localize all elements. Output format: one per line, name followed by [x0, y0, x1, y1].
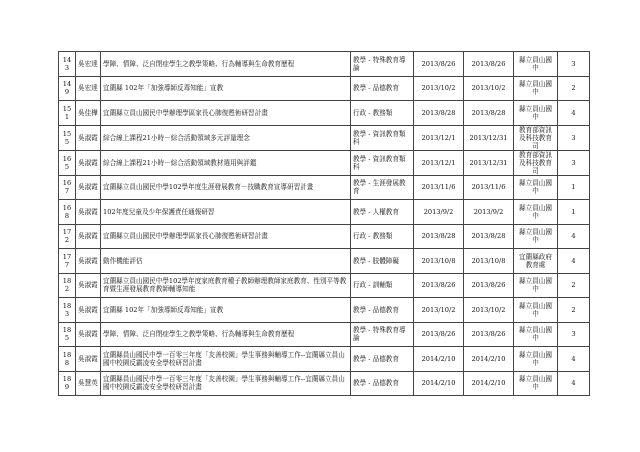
table-row — [59, 347, 590, 372]
organizer: 縣立員山國中 — [514, 76, 558, 101]
hours: 4 — [558, 371, 590, 396]
course-title: 學障、情障、泛自閉症學生之教學策略、行為輔導與生命教育歷程 — [101, 52, 351, 77]
hours: 2 — [558, 298, 590, 323]
table-row — [59, 298, 590, 323]
hours: 4 — [558, 101, 590, 126]
table-row — [59, 76, 590, 101]
teacher-name: 吳淑霞 — [76, 150, 101, 175]
table-row — [59, 273, 590, 298]
end-date: 2013/10/2 — [464, 298, 514, 323]
record-number: 185 — [59, 322, 76, 347]
organizer: 縣立員山國中 — [514, 101, 558, 126]
record-number: 165 — [59, 150, 76, 175]
course-category: 教學 - 品德教育 — [351, 371, 414, 396]
course-title: 學障、情障、泛自閉症學生之教學策略、行為輔導與生命教育歷程 — [101, 322, 351, 347]
hours: 4 — [558, 224, 590, 249]
course-title: 宜蘭縣立員山國民中學102學年度生涯發展教育－技職教育宣導研習計畫 — [101, 175, 351, 200]
organizer: 宜蘭縣政府教育處 — [514, 249, 558, 274]
hours: 1 — [558, 200, 590, 225]
teacher-name: 吳淑霞 — [76, 347, 101, 372]
teacher-name: 吳宏達 — [76, 76, 101, 101]
hours: 3 — [558, 150, 590, 175]
course-title: 宜蘭縣立員山國民中學辦理學區家長心肺復甦術研習計畫 — [101, 224, 351, 249]
table-row — [59, 249, 590, 274]
course-category: 教學 - 肢體障礙 — [351, 249, 414, 274]
course-title: 宜蘭縣員山國民中學一百零三年度「友善校園」學生事務與輔導工作--宜蘭縣立員山國中校園反霸凌安全學校研習計畫 — [101, 371, 351, 396]
start-date: 2013/8/28 — [414, 101, 464, 126]
teacher-name: 吳淑霞 — [76, 200, 101, 225]
hours: 4 — [558, 347, 590, 372]
organizer: 縣立員山國中 — [514, 52, 558, 77]
end-date: 2013/12/31 — [464, 150, 514, 175]
organizer: 教育部資訊及科技教育司 — [514, 150, 558, 175]
record-number: 155 — [59, 125, 76, 150]
end-date: 2013/8/28 — [464, 101, 514, 126]
teacher-name: 吳淑霞 — [76, 273, 101, 298]
table-row — [59, 150, 590, 175]
end-date: 2013/8/28 — [464, 224, 514, 249]
hours: 1 — [558, 175, 590, 200]
table-body — [59, 52, 590, 396]
table-row — [59, 322, 590, 347]
course-category: 教學 - 特殊教育導論 — [351, 52, 414, 77]
record-number: 189 — [59, 371, 76, 396]
training-record-sheet — [58, 51, 589, 396]
end-date: 2014/2/10 — [464, 347, 514, 372]
record-number: 182 — [59, 273, 76, 298]
teacher-name: 吳淑霞 — [76, 322, 101, 347]
start-date: 2013/12/1 — [414, 125, 464, 150]
record-number: 177 — [59, 249, 76, 274]
start-date: 2013/8/26 — [414, 273, 464, 298]
teacher-name: 吳佳樺 — [76, 101, 101, 126]
organizer: 縣立員山國中 — [514, 298, 558, 323]
end-date: 2013/11/6 — [464, 175, 514, 200]
teacher-name: 吳淑霞 — [76, 175, 101, 200]
start-date: 2013/8/26 — [414, 52, 464, 77]
record-number: 172 — [59, 224, 76, 249]
table-row — [59, 52, 590, 77]
record-number: 183 — [59, 298, 76, 323]
course-title: 動作機能評估 — [101, 249, 351, 274]
course-category: 教學 - 品德教育 — [351, 76, 414, 101]
teacher-name: 吳淑霞 — [76, 249, 101, 274]
organizer: 縣立員山國中 — [514, 175, 558, 200]
start-date: 2013/9/2 — [414, 200, 464, 225]
organizer: 縣立員山國中 — [514, 273, 558, 298]
organizer: 縣立員山國中 — [514, 347, 558, 372]
start-date: 2014/2/10 — [414, 347, 464, 372]
end-date: 2013/10/2 — [464, 76, 514, 101]
hours: 3 — [558, 52, 590, 77]
start-date: 2013/8/28 — [414, 224, 464, 249]
course-title: 綜合線上課程21小時－綜合活動領域多元評量理念 — [101, 125, 351, 150]
end-date: 2013/8/26 — [464, 322, 514, 347]
start-date: 2013/12/1 — [414, 150, 464, 175]
course-title: 宜蘭縣立員山國民中學102學年度家庭教育種子教師辦理教師家庭教育、性別平等教育暨生涯發展教育教師輔導知能 — [101, 273, 351, 298]
record-number: 143 — [59, 52, 76, 77]
end-date: 2013/12/31 — [464, 125, 514, 150]
record-number: 167 — [59, 175, 76, 200]
record-number: 151 — [59, 101, 76, 126]
course-category: 教學 - 生涯發展教育 — [351, 175, 414, 200]
course-category: 教學 - 資訊教育類科 — [351, 150, 414, 175]
hours: 4 — [558, 249, 590, 274]
course-category: 教學 - 特殊教育導論 — [351, 322, 414, 347]
course-title: 102年度兒童及少年保護責任通報研習 — [101, 200, 351, 225]
record-number: 168 — [59, 200, 76, 225]
teacher-name: 吳淑霞 — [76, 224, 101, 249]
start-date: 2013/10/2 — [414, 298, 464, 323]
organizer: 縣立員山國中 — [514, 200, 558, 225]
hours: 3 — [558, 322, 590, 347]
end-date: 2013/9/2 — [464, 200, 514, 225]
course-title: 綜合線上課程21小時－綜合活動領域教材選用與評鑑 — [101, 150, 351, 175]
end-date: 2013/10/8 — [464, 249, 514, 274]
end-date: 2013/8/26 — [464, 273, 514, 298]
organizer: 縣立員山國中 — [514, 224, 558, 249]
start-date: 2013/11/6 — [414, 175, 464, 200]
end-date: 2013/8/26 — [464, 52, 514, 77]
hours: 2 — [558, 76, 590, 101]
teacher-name: 吳慧英 — [76, 371, 101, 396]
course-title: 宜蘭縣 102年「加強導師反毒知能」宣教 — [101, 298, 351, 323]
organizer: 教育部資訊及科技教育司 — [514, 125, 558, 150]
course-category: 教學 - 人權教育 — [351, 200, 414, 225]
course-category: 教學 - 品德教育 — [351, 347, 414, 372]
course-category: 行政 - 訓輔類 — [351, 273, 414, 298]
teacher-name: 吳淑霞 — [76, 125, 101, 150]
table-row — [59, 101, 590, 126]
table-row — [59, 371, 590, 396]
start-date: 2014/2/10 — [414, 371, 464, 396]
table-row — [59, 175, 590, 200]
table-row — [59, 125, 590, 150]
start-date: 2013/10/2 — [414, 76, 464, 101]
training-record-table — [58, 51, 590, 396]
course-category: 教學 - 品德教育 — [351, 298, 414, 323]
course-title: 宜蘭縣 102年「加強導師反毒知能」宣教 — [101, 76, 351, 101]
end-date: 2014/2/10 — [464, 371, 514, 396]
table-row — [59, 200, 590, 225]
hours: 2 — [558, 273, 590, 298]
course-category: 行政 - 教務類 — [351, 224, 414, 249]
start-date: 2013/10/8 — [414, 249, 464, 274]
teacher-name: 吳宏達 — [76, 52, 101, 77]
teacher-name: 吳淑霞 — [76, 298, 101, 323]
course-title: 宜蘭縣員山國民中學一百零三年度「友善校園」學生事務與輔導工作--宜蘭縣立員山國中校園反霸凌安全學校研習計畫 — [101, 347, 351, 372]
hours: 3 — [558, 125, 590, 150]
course-category: 行政 - 教務類 — [351, 101, 414, 126]
record-number: 188 — [59, 347, 76, 372]
organizer: 縣立員山國中 — [514, 371, 558, 396]
course-title: 宜蘭縣立員山國民中學辦理學區家長心肺復甦術研習計畫 — [101, 101, 351, 126]
organizer: 縣立員山國中 — [514, 322, 558, 347]
record-number: 149 — [59, 76, 76, 101]
course-category: 教學 - 資訊教育類科 — [351, 125, 414, 150]
table-row — [59, 224, 590, 249]
start-date: 2013/8/26 — [414, 322, 464, 347]
